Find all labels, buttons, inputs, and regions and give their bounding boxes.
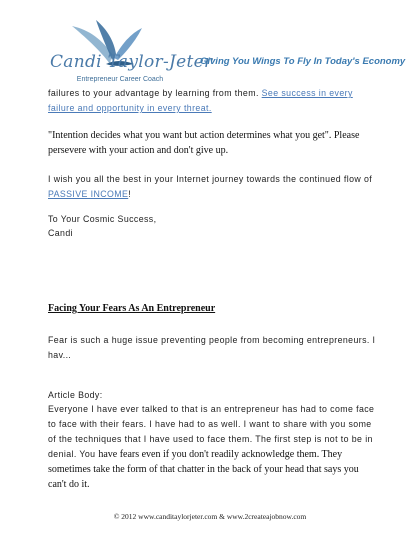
- logo-name: Candi Taylor-Jeter: [50, 52, 213, 72]
- passive-income-link[interactable]: PASSIVE INCOME: [48, 189, 129, 199]
- article-body-label: Article Body:: [48, 390, 103, 400]
- paragraph-failures: [48, 86, 378, 116]
- article-summary: Fear is such a huge issue preventing people from becoming entrepreneurs. I hav...: [48, 335, 376, 360]
- wish-end: !: [128, 189, 132, 199]
- article-body-sans: Everyone I have ever talked to that is an entrepreneur has had to come face to face with their fears. I have had to as well. I want to share with you some of the techniques that I have used to face them. The first step is not to be in denial. You: [48, 404, 375, 459]
- article-body-serif: have fears even if you don't readily acknowledge them. They sometimes take the form of that chatter in the back of your head that says you can't do it.: [48, 449, 359, 490]
- footer-copyright: © 2012 www.canditaylorjeter.com & www.2createajobnow.com: [113, 512, 307, 521]
- article-title: Facing Your Fears As An Entrepreneur: [48, 303, 216, 314]
- tagline: Giving You Wings To Fly In Today's Economy: [200, 56, 406, 67]
- intention-quote: "Intention decides what you want but action determines what you get". Please persevere with your action and don't give up.: [48, 130, 360, 156]
- signature-name: Candi: [48, 228, 73, 238]
- closing-line: To Your Cosmic Success,: [48, 214, 157, 224]
- paragraph-text: failures to your advantage by learning from them.: [48, 88, 259, 98]
- wish-text: I wish you all the best in your Internet journey towards the continued flow of: [48, 174, 373, 184]
- logo-subtitle: Entrepreneur Career Coach: [76, 76, 164, 83]
- paragraph-wish: [48, 172, 378, 202]
- article-body-text: [48, 402, 378, 492]
- success-link[interactable]: See success in every failure and opportunity in every threat.: [48, 88, 353, 113]
